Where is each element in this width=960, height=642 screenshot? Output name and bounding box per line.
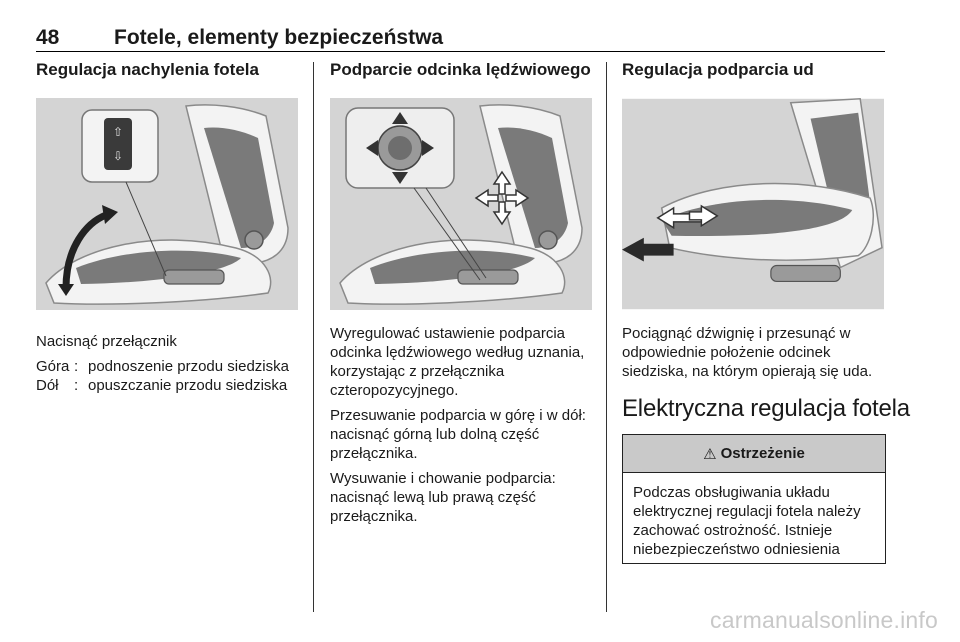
- seat-tilt-illustration: [36, 98, 298, 310]
- section-title: Elektryczna regulacja fotela: [622, 395, 910, 422]
- seat-tilt-figure: [36, 98, 298, 310]
- thigh-support-figure: [622, 98, 884, 310]
- running-title: Fotele, elementy bezpieczeństwa: [114, 26, 444, 49]
- lumbar-figure: [330, 98, 592, 310]
- definition-row: [36, 357, 298, 376]
- page-number: 48: [36, 26, 60, 49]
- warning-box: [622, 434, 886, 564]
- warning-text: Podczas obsługiwania układu elektrycznej regulacji fotela należy zachować ostrożność. Istnieje niebezpieczeństwo odniesienia: [633, 484, 861, 558]
- warning-icon: ⚠: [703, 445, 717, 463]
- paragraph: Przesuwanie podparcia w górę i w dół: nacisnąć górną lub dolną część przełącznika.: [330, 407, 586, 462]
- column-divider: [313, 62, 314, 612]
- paragraph: Pociągnąć dźwignię i przesunąć w odpowiednie położenie odcinek siedziska, na którym opierają się uda.: [622, 325, 873, 380]
- definition-colon: :: [74, 358, 79, 375]
- column-seat-tilt: [36, 58, 298, 395]
- definition-term: Góra: [36, 358, 70, 375]
- svg-text:⇧: ⇧: [112, 125, 124, 139]
- definition-colon: :: [74, 377, 79, 394]
- definition-desc: opuszczanie przodu siedziska: [88, 377, 288, 394]
- thigh-support-illustration: [622, 98, 884, 310]
- column-lumbar-support: [330, 58, 592, 532]
- definition-row: [36, 376, 298, 395]
- page-header: [36, 26, 885, 52]
- warning-title: Ostrzeżenie: [720, 445, 805, 462]
- watermark: carmanualsonline.info: [710, 607, 938, 633]
- warning-header: [623, 435, 885, 473]
- definition-desc: podnoszenie przodu siedziska: [88, 358, 289, 375]
- instruction-text: Nacisnąć przełącznik: [36, 333, 177, 350]
- paragraph: Wyregulować ustawienie podparcia odcinka lędźwiowego według uznania, korzystając z przełącznika czteropozycyjnego.: [330, 325, 585, 399]
- svg-text:⇩: ⇩: [112, 149, 124, 163]
- section-heading: Podparcie odcinka lędźwiowego: [330, 60, 591, 79]
- definition-list: [36, 357, 298, 395]
- lumbar-illustration: [330, 98, 592, 310]
- column-thigh-support: [622, 58, 910, 564]
- section-heading: Regulacja podparcia ud: [622, 60, 814, 79]
- definition-term: Dół: [36, 377, 59, 394]
- section-heading: Regulacja nachylenia fotela: [36, 60, 259, 79]
- column-divider: [606, 62, 607, 612]
- paragraph: Wysuwanie i chowanie podparcia: nacisnąć lewą lub prawą część przełącznika.: [330, 470, 556, 525]
